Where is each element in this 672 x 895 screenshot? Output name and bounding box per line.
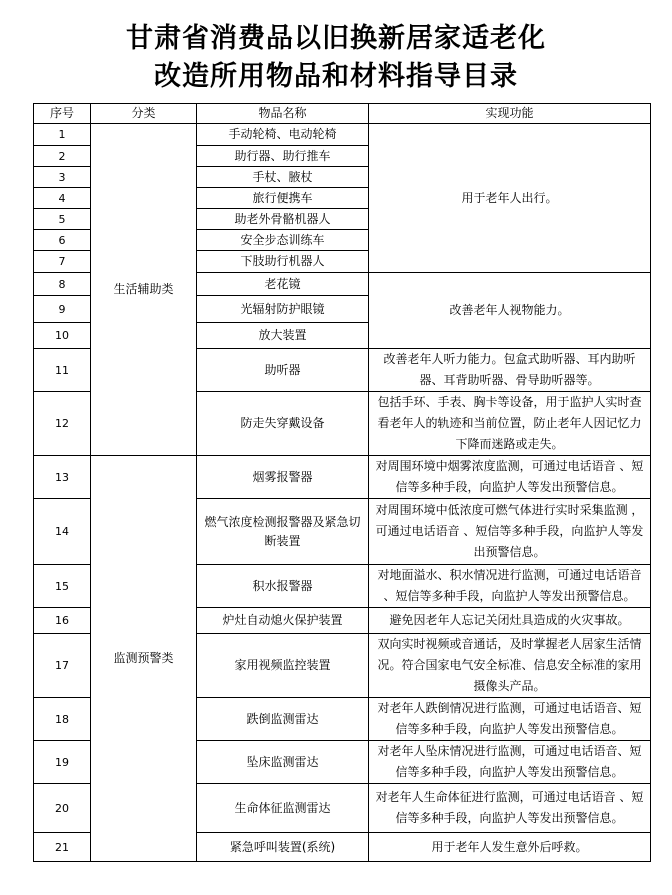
header-name: 物品名称 — [197, 104, 369, 124]
item-name: 安全步态训练车 — [197, 230, 369, 251]
row-index: 2 — [34, 146, 91, 167]
row-index: 7 — [34, 251, 91, 273]
item-name: 防走失穿戴设备 — [197, 392, 369, 456]
row-index: 3 — [34, 167, 91, 188]
row-index: 19 — [34, 741, 91, 784]
row-index: 5 — [34, 209, 91, 230]
item-name: 积水报警器 — [197, 565, 369, 608]
item-name: 下肢助行机器人 — [197, 251, 369, 273]
row-index: 9 — [34, 296, 91, 323]
table-row — [34, 456, 651, 499]
function-vision: 改善老年人视物能力。 — [369, 273, 651, 349]
function-bedfall: 对老年人坠床情况进行监测，可通过电话语音、短信等多种手段，向监护人等发出预警信息。 — [369, 741, 651, 784]
item-name: 生命体征监测雷达 — [197, 784, 369, 833]
category-daily-assist: 生活辅助类 — [91, 124, 197, 456]
item-name: 家用视频监控装置 — [197, 634, 369, 698]
item-name: 旅行便携车 — [197, 188, 369, 209]
function-video: 双向实时视频或音通话，及时掌握老人居家生活情况。符合国家电气安全标准、信息安全标准的家用摄像头产品。 — [369, 634, 651, 698]
document-title-line1: 甘肃省消费品以旧换新居家适老化 — [126, 23, 546, 54]
header-category: 分类 — [91, 104, 197, 124]
category-monitor-alarm: 监测预警类 — [91, 456, 197, 862]
row-index: 6 — [34, 230, 91, 251]
row-index: 12 — [34, 392, 91, 456]
item-name: 老花镜 — [197, 273, 369, 296]
item-name: 放大装置 — [197, 323, 369, 349]
table-header-row — [34, 104, 651, 124]
item-name: 炉灶自动熄火保护装置 — [197, 608, 369, 634]
row-index: 18 — [34, 698, 91, 741]
row-index: 8 — [34, 273, 91, 296]
function-water: 对地面溢水、积水情况进行监测，可通过电话语音 、短信等多种手段，向监护人等发出预警信息。 — [369, 565, 651, 608]
row-index: 21 — [34, 833, 91, 862]
catalog-table — [33, 103, 651, 862]
row-index: 11 — [34, 349, 91, 392]
function-fall: 对老年人跌倒情况进行监测，可通过电话语音、短信等多种手段，向监护人等发出预警信息。 — [369, 698, 651, 741]
item-name: 手杖、腋杖 — [197, 167, 369, 188]
item-name: 烟雾报警器 — [197, 456, 369, 499]
function-travel: 用于老年人出行。 — [369, 124, 651, 273]
function-emergency: 用于老年人发生意外后呼救。 — [369, 833, 651, 862]
item-name: 跌倒监测雷达 — [197, 698, 369, 741]
function-hearing: 改善老年人听力能力。包盒式助听器、耳内助听器、耳背助听器、骨导助听器等。 — [369, 349, 651, 392]
item-name: 助听器 — [197, 349, 369, 392]
item-name: 燃气浓度检测报警器及紧急切断装置 — [197, 499, 369, 565]
item-name: 坠床监测雷达 — [197, 741, 369, 784]
row-index: 4 — [34, 188, 91, 209]
row-index: 10 — [34, 323, 91, 349]
function-stove: 避免因老年人忘记关闭灶具造成的火灾事故。 — [369, 608, 651, 634]
header-index: 序号 — [34, 104, 91, 124]
function-vital: 对老年人生命体征进行监测，可通过电话语音 、短信等多种手段，向监护人等发出预警信息。 — [369, 784, 651, 833]
row-index: 20 — [34, 784, 91, 833]
item-name: 助老外骨骼机器人 — [197, 209, 369, 230]
function-gas: 对周围环境中低浓度可燃气体进行实时采集监测 ，可通过电话语音 、短信等多种手段，向监护人等发出预警信息。 — [369, 499, 651, 565]
row-index: 1 — [34, 124, 91, 146]
row-index: 16 — [34, 608, 91, 634]
row-index: 17 — [34, 634, 91, 698]
row-index: 15 — [34, 565, 91, 608]
function-smoke: 对周围环境中烟雾浓度监测，可通过电话语音 、短信等多种手段，向监护人等发出预警信息。 — [369, 456, 651, 499]
item-name: 光辐射防护眼镜 — [197, 296, 369, 323]
table-row — [34, 124, 651, 146]
item-name: 助行器、助行推车 — [197, 146, 369, 167]
item-name: 手动轮椅、电动轮椅 — [197, 124, 369, 146]
item-name: 紧急呼叫装置(系统) — [197, 833, 369, 862]
document-title-line2: 改造所用物品和材料指导目录 — [154, 61, 518, 92]
row-index: 14 — [34, 499, 91, 565]
header-function: 实现功能 — [369, 104, 651, 124]
function-antilost: 包括手环、手表、胸卡等设备，用于监护人实时查看老年人的轨迹和当前位置，防止老年人因记忆力下降而迷路或走失。 — [369, 392, 651, 456]
row-index: 13 — [34, 456, 91, 499]
